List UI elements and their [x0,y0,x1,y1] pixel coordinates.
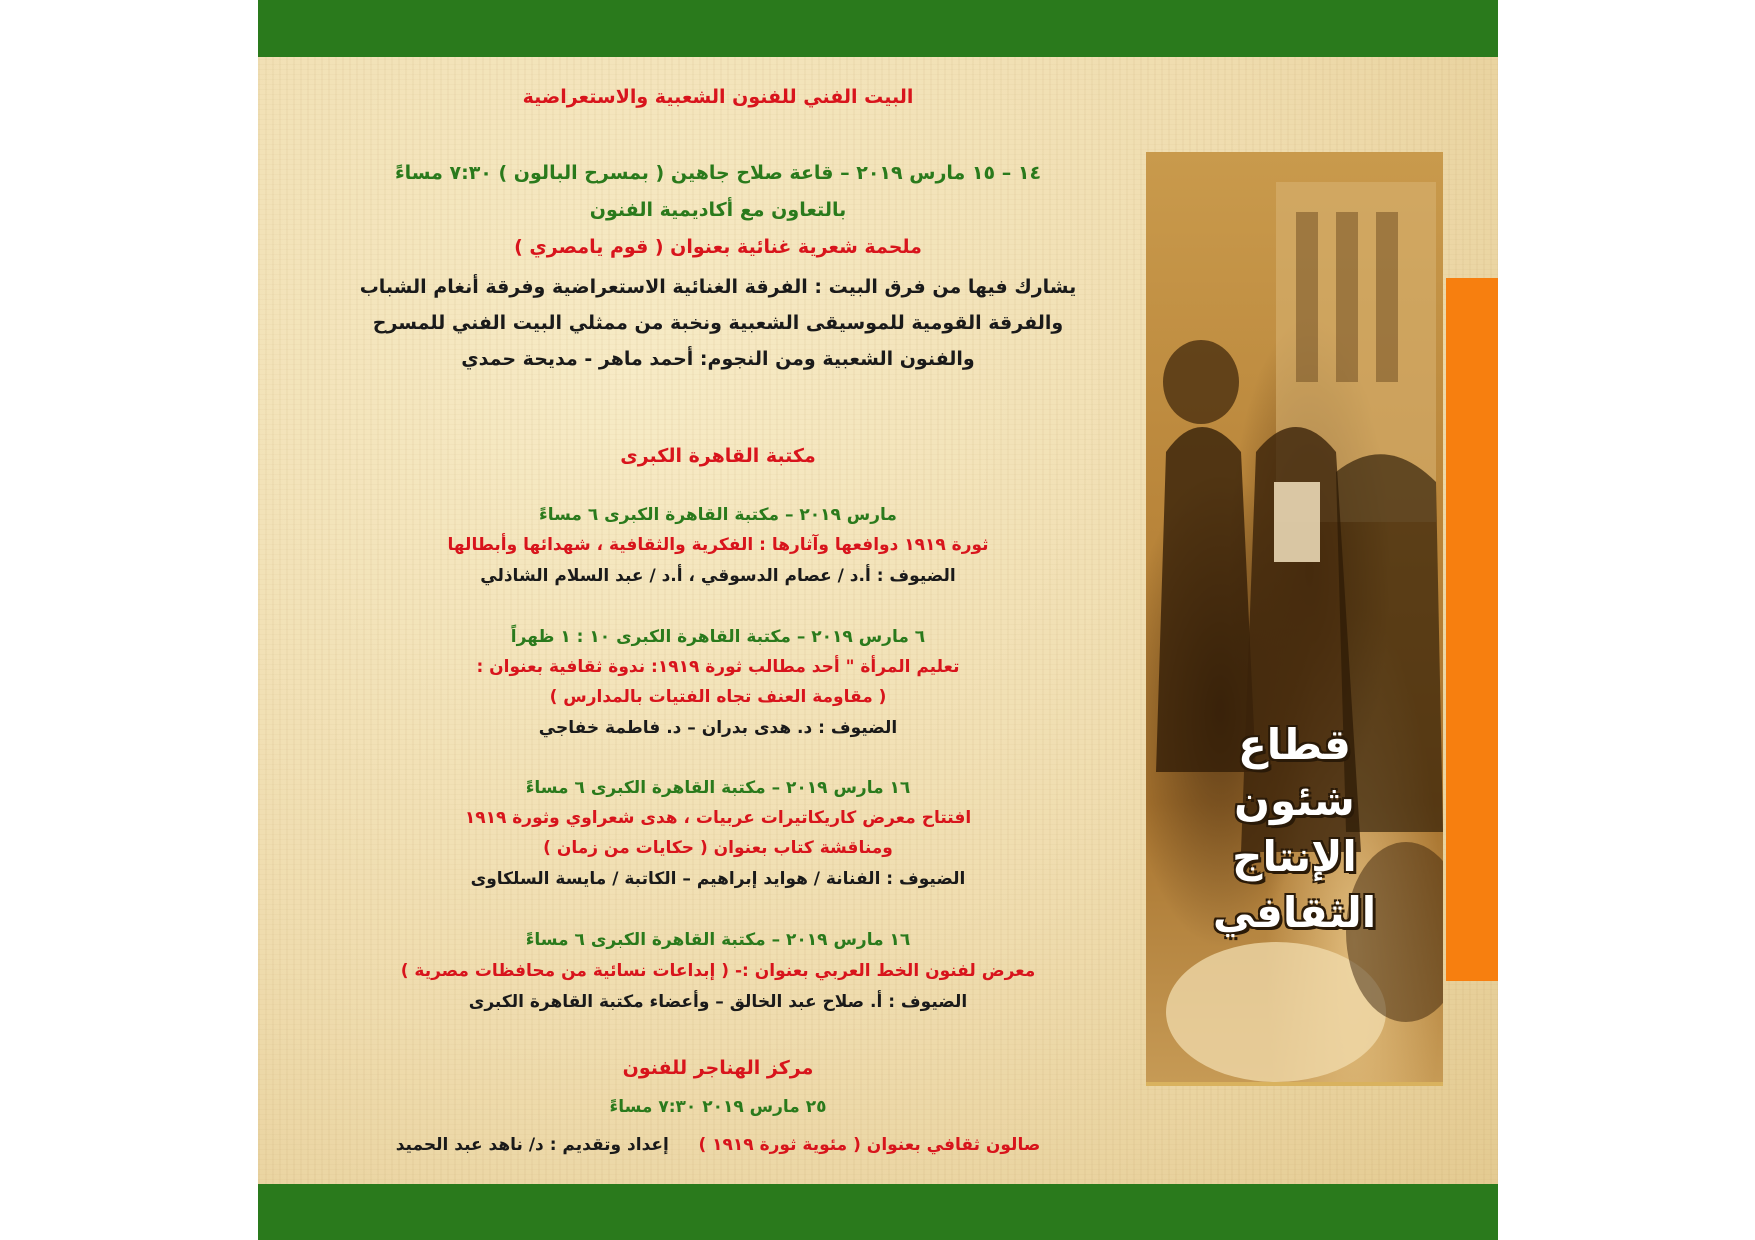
salon-title: صالون ثقافي بعنوان ( مئوية ثورة ١٩١٩ ) [698,1135,1041,1155]
event-guests: الضيوف : أ.د / عصام الدسوقي ، أ.د / عبد السلام الشاذلي [480,566,956,586]
top-green-band [258,0,1498,57]
historic-photo [1146,152,1443,1086]
brochure-page [258,0,1498,1240]
sector-title-line: الثقافي [1212,888,1377,937]
sector-title-line: الإنتاج [1232,832,1357,881]
event-title: ( مقاومة العنف تجاه الفتيات بالمدارس ) [549,687,887,707]
event-date: ١٦ مارس ٢٠١٩ – مكتبة القاهرة الكبرى ٦ مساءً [525,778,911,798]
section3-heading: مركز الهناجر للفنون [622,1057,814,1079]
section1-title: ملحمة شعرية غنائية بعنوان ( قوم يامصري ) [514,236,922,258]
section1-desc-line: والفرقة القومية للموسيقى الشعبية ونخبة من ممثلي البيت الفني للمسرح [372,312,1064,334]
event-title: معرض لفنون الخط العربي بعنوان :- ( إبداعات نسائية من محافظات مصرية ) [400,961,1036,981]
sector-title [1146,717,1443,941]
section1-desc-line: يشارك فيها من فرق البيت : الفرقة الغنائية الاستعراضية وفرقة أنغام الشباب [359,276,1077,298]
salon-host: إعداد وتقديم : د/ ناهد عبد الحميد [395,1135,669,1155]
sector-title-line: شئون [1234,776,1355,825]
photo-illustration [1146,152,1443,1082]
sector-title-line: قطاع [1238,720,1351,769]
section1-date: ١٤ – ١٥ مارس ٢٠١٩ – قاعة صلاح جاهين ( بمسرح البالون ) ٧:٣٠ مساءً [394,162,1042,184]
event-date: ١٦ مارس ٢٠١٩ – مكتبة القاهرة الكبرى ٦ مساءً [525,930,911,950]
event-guests: الضيوف : أ. صلاح عبد الخالق – وأعضاء مكتبة القاهرة الكبرى [468,992,968,1012]
event-title: ثورة ١٩١٩ دوافعها وآثارها : الفكرية والثقافية ، شهدائها وأبطالها [447,535,989,555]
event-title: تعليم المرأة " أحد مطالب ثورة ١٩١٩: ندوة ثقافية بعنوان : [476,657,960,677]
orange-accent-bar [1446,278,1498,981]
section3-date: ٢٥ مارس ٢٠١٩ ٧:٣٠ مساءً [609,1097,827,1117]
event-title: ومناقشة كتاب بعنوان ( حكايات من زمان ) [543,838,893,858]
event-guests: الضيوف : الفنانة / هوايد إبراهيم – الكاتبة / مايسة السلكاوى [470,869,966,889]
section1-partner: بالتعاون مع أكاديمية الفنون [589,199,847,221]
event-title: افتتاح معرض كاريكاتيرات عربيات ، هدى شعراوي وثورة ١٩١٩ [464,808,972,828]
event-date: مارس ٢٠١٩ – مكتبة القاهرة الكبرى ٦ مساءً [539,505,897,525]
event-date: ٦ مارس ٢٠١٩ – مكتبة القاهرة الكبرى ١٠ : ١ ظهراً [510,627,926,647]
event-guests: الضيوف : د. هدى بدران – د. فاطمة خفاجي [538,718,898,738]
section1-desc-line: والفنون الشعبية ومن النجوم: أحمد ماهر - مديحة حمدي [461,348,975,370]
section3-salon [318,1135,1118,1155]
section1-heading: البيت الفني للفنون الشعبية والاستعراضية [522,86,914,108]
section2-heading: مكتبة القاهرة الكبرى [620,445,816,467]
bottom-green-band [258,1184,1498,1240]
